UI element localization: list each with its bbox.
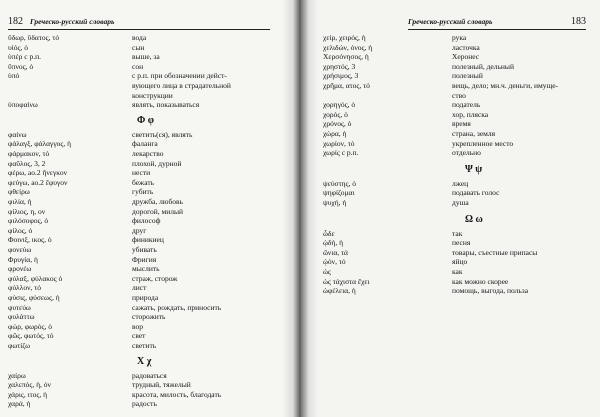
section-letter-heading: Ω ω [465, 213, 483, 225]
greek-headword: χείρ, χειρός, ἡ [323, 33, 366, 42]
greek-headword: χρόνος, ὁ [323, 119, 352, 129]
greek-headword: φίλιος, η, ον [8, 206, 46, 216]
russian-translation: страна, земля [452, 129, 496, 138]
left-page-header [8, 15, 270, 30]
left-header-title: Греческо-русский словарь [30, 17, 115, 26]
russian-translation: сон [132, 61, 144, 71]
russian-translation: вещь, дело; мн.ч. деньги, имуще- [452, 81, 559, 90]
greek-headword: ὑπέρ с р.п. [8, 52, 41, 62]
russian-translation: подавать голос [452, 188, 500, 198]
greek-headword: χωρίον, τό [323, 138, 355, 148]
section-letter-heading: Φ φ [137, 114, 155, 126]
russian-translation: полезный [452, 71, 483, 81]
greek-headword: φιλόσοφος, ὁ [8, 216, 49, 226]
russian-translation: фаланга [132, 139, 158, 149]
russian-translation: ство [452, 90, 466, 100]
russian-translation: бежать [132, 177, 155, 187]
greek-headword: φαίνω [8, 129, 27, 139]
greek-headword: φρονέω [8, 264, 32, 274]
russian-translation: дорогой, милый [132, 206, 184, 216]
russian-translation: яйцо [452, 257, 468, 267]
russian-translation: сторожить [132, 312, 166, 322]
russian-translation: песня [452, 238, 471, 248]
greek-headword: ὡς [323, 267, 331, 276]
greek-headword: φιλία, ἡ [8, 197, 32, 206]
section-letter-heading: Χ χ [137, 355, 152, 367]
russian-translation: радость [132, 399, 157, 409]
russian-translation: вор [132, 321, 143, 331]
greek-headword: ψεύστης, ὁ [323, 178, 357, 188]
greek-headword: φύλλον, τό [8, 283, 41, 293]
greek-headword: ψηφίζομαι [323, 188, 355, 198]
greek-headword: χωρίς с р.п. [323, 148, 359, 158]
greek-headword: Φοινιξ, ικος, ὁ [8, 235, 52, 245]
russian-translation: являть, показываться [132, 100, 200, 110]
russian-translation: страж, сторож [132, 273, 178, 283]
russian-translation: Фригия [132, 254, 157, 264]
russian-translation: отдельно [452, 148, 481, 158]
right-page-number: 183 [571, 16, 586, 27]
russian-translation: время [452, 119, 471, 129]
greek-headword: φῶς, φωτός, τό [8, 331, 54, 341]
russian-translation: радоваться [132, 370, 167, 380]
greek-headword: ᾠδή, ἡ [323, 238, 344, 248]
russian-translation: укрепленное место [452, 138, 514, 148]
russian-translation: лекарство [132, 149, 164, 158]
right-header-title: Греческо-русский словарь [408, 17, 493, 26]
russian-translation: трудный, тяжелый [132, 380, 191, 390]
greek-headword: φάλαγξ, φάλαγγος, ἡ [8, 139, 72, 149]
russian-translation: плохой, дурной [132, 158, 182, 168]
russian-translation: конструкции [132, 90, 173, 100]
right-page [300, 0, 600, 417]
russian-translation: природа [132, 293, 159, 302]
russian-translation: губить [132, 187, 154, 197]
greek-headword: ὤνια, τά [323, 247, 348, 257]
russian-translation: ласточка [452, 42, 480, 52]
greek-headword: ὠφέλεια, ἡ [323, 286, 356, 296]
russian-translation: Херонес [452, 52, 480, 62]
russian-translation: философ [132, 216, 161, 226]
russian-translation: вода [132, 33, 147, 42]
greek-headword: φύλαξ, φύλακος ὁ [8, 273, 63, 283]
greek-headword: χώρα, ἡ [323, 129, 347, 138]
greek-headword: χρηστός, 3 [323, 61, 356, 71]
russian-translation: душа [452, 198, 469, 207]
greek-headword: φώρ, φωρός, ὁ [8, 321, 52, 331]
russian-translation: дружба, любовь [132, 197, 183, 206]
greek-headword: Χερσόνησος, ἡ [323, 52, 369, 62]
greek-headword: φεύγω, ao.2 ἔφυγον [8, 177, 68, 187]
russian-translation: красота, милость, благодать [132, 389, 222, 399]
russian-translation: мыслить [132, 264, 160, 274]
greek-headword: ὑπό [8, 71, 20, 81]
russian-translation: светить [132, 341, 157, 350]
russian-translation: с р.п. при обозначении дейст- [132, 71, 227, 81]
right-page-header [408, 15, 586, 30]
greek-headword: φέρω, ao.2 ἤνεγκον [8, 168, 68, 178]
russian-translation: выше, за [132, 52, 160, 62]
greek-headword: χορός, ὁ [323, 109, 348, 119]
greek-headword: φυτεύω [8, 302, 31, 312]
greek-headword: φύσις, φύσεως, ἡ [8, 293, 60, 302]
russian-translation: как можно скорее [452, 276, 509, 286]
greek-headword: φάρμακον, τό [8, 149, 50, 158]
greek-headword: φονεύω [8, 245, 32, 254]
greek-headword: ψυχή, ἡ [323, 198, 347, 207]
russian-translation: светить(ся), являть [132, 129, 193, 139]
greek-headword: φίλος, ὁ [8, 225, 33, 235]
greek-headword: ὡς τάχιστα ἔχει [323, 276, 370, 286]
greek-headword: χάρις, ιτος, ἡ [8, 389, 47, 399]
greek-headword: ὧδε [323, 228, 335, 238]
russian-translation: полезный, дельный [452, 61, 514, 71]
greek-headword: ὑποφαίνω [8, 100, 38, 110]
section-letter-heading: Ψ ψ [465, 163, 483, 175]
russian-translation: нести [132, 168, 151, 178]
greek-headword: χορηγός, ὁ [323, 100, 356, 110]
left-page-number: 182 [8, 16, 23, 27]
russian-translation: убивать [132, 245, 157, 254]
russian-translation: вующего лица в страдательной [132, 81, 231, 90]
greek-headword: ᾠόν, τό [323, 257, 346, 267]
greek-headword: ὕδωρ, ὕδατος, τό [8, 33, 60, 42]
russian-translation: сажать, рождать, приносить [132, 302, 222, 312]
greek-headword: χαίρω [8, 370, 26, 380]
russian-translation: лжец [452, 178, 469, 188]
greek-headword: χαλεπός, ἡ, όν [8, 380, 51, 390]
russian-translation: друг [132, 225, 147, 235]
russian-translation: рука [452, 33, 467, 42]
russian-translation: так [452, 228, 463, 238]
greek-headword: χρήσιμος, 3 [323, 71, 359, 81]
russian-translation: податель [452, 100, 481, 110]
russian-translation: финикиец [132, 235, 164, 245]
russian-translation: свет [132, 331, 146, 341]
greek-headword: Φρυγία, ἡ [8, 254, 38, 264]
greek-headword: χελιδών, όνος, ἡ [323, 42, 373, 52]
greek-headword: ὕπνος, ὁ [8, 61, 34, 71]
russian-translation: лист [132, 283, 147, 293]
greek-headword: φθείρω [8, 187, 30, 197]
greek-headword: φωτίζω [8, 341, 31, 350]
russian-translation: хор, пляска [452, 109, 489, 119]
russian-translation: товары, съестные припасы [452, 247, 538, 257]
russian-translation: сын [132, 42, 145, 52]
greek-headword: χαρά, ἡ [8, 399, 31, 409]
russian-translation: как [452, 267, 463, 276]
greek-headword: φυλάττω [8, 312, 35, 322]
greek-headword: υἱός, ὁ [8, 42, 28, 52]
greek-headword: χρῆμα, ατος, τό [323, 81, 370, 90]
greek-headword: φαῦλος, 3, 2 [8, 158, 46, 168]
russian-translation: помощь, выгода, польза [452, 286, 529, 296]
